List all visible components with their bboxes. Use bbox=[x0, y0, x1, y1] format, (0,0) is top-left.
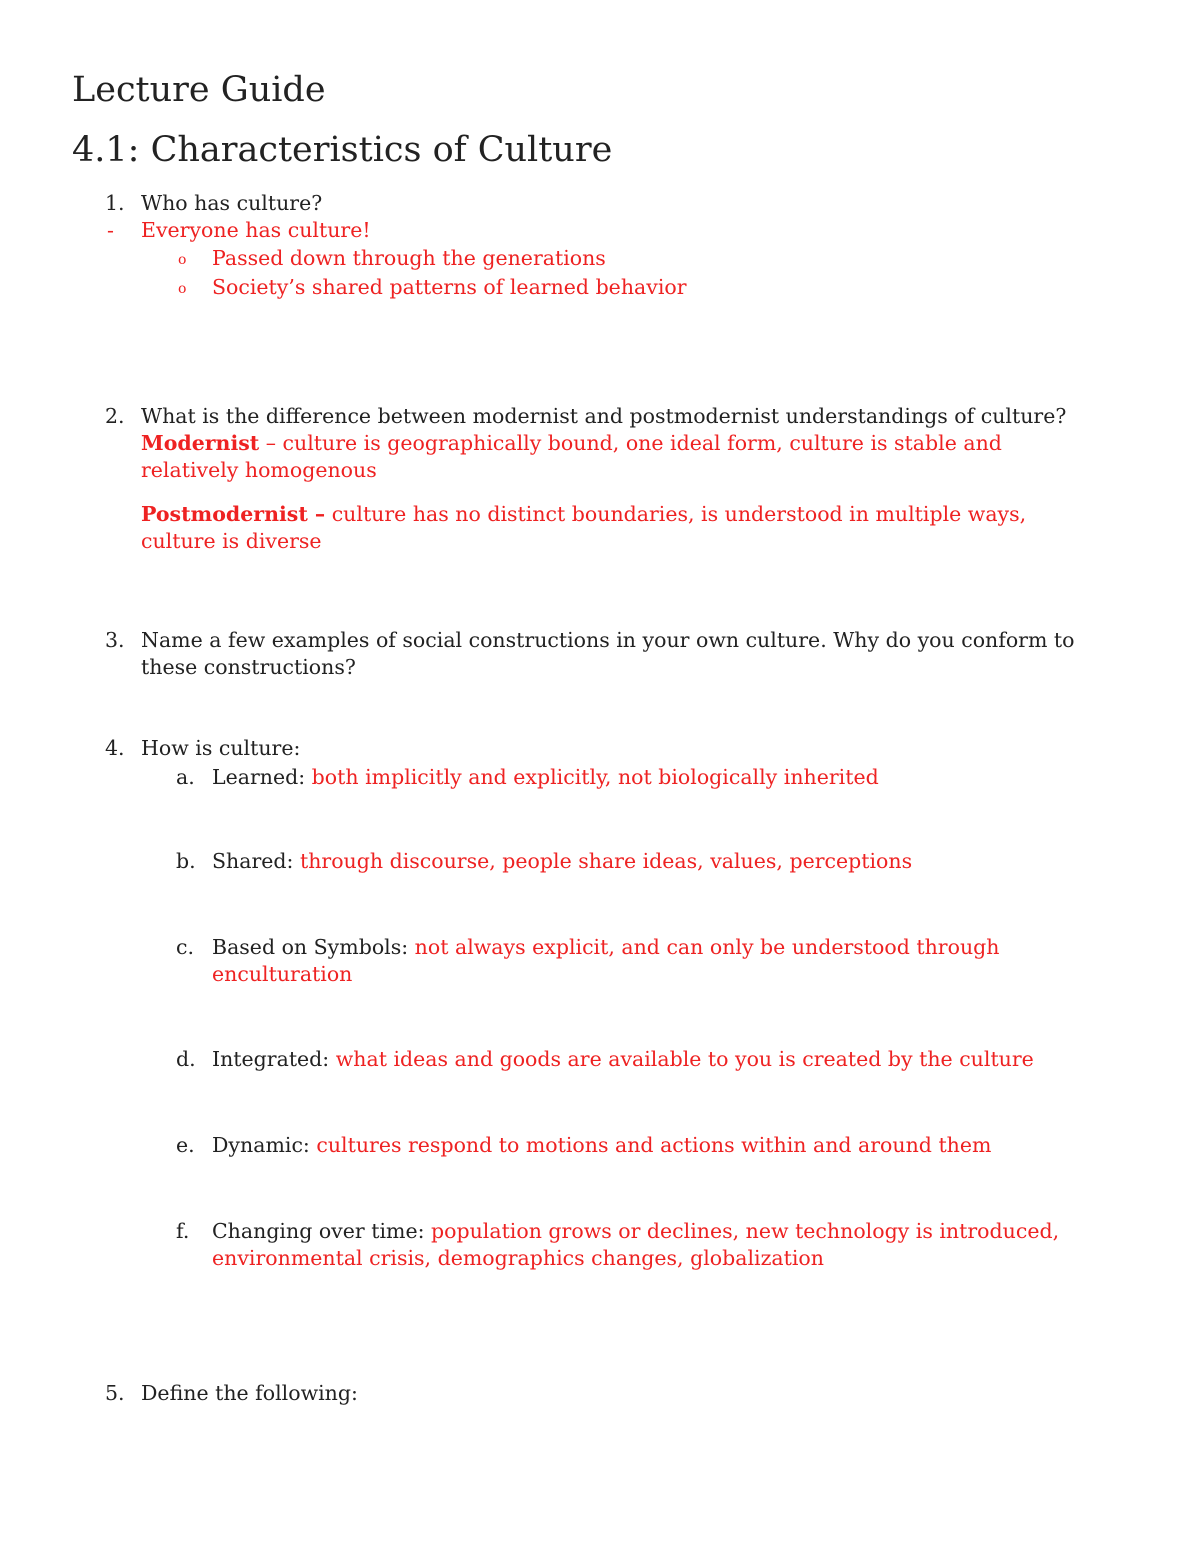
sub-item-dynamic bbox=[212, 1132, 991, 1159]
question-4-number: 4. bbox=[105, 736, 125, 760]
sub-item-label: Shared: bbox=[212, 849, 300, 873]
question-3-line-1: Name a few examples of social constructions in your own culture. Why do you conform to bbox=[141, 628, 1075, 652]
question-1-number: 1. bbox=[105, 191, 125, 215]
sub-item-answer: what ideas and goods are available to you is created by the culture bbox=[335, 1047, 1034, 1071]
sub-item-letter: f. bbox=[176, 1219, 190, 1243]
bullet-item-1: Passed down through the generations bbox=[212, 246, 606, 270]
sub-item-label: Changing over time: bbox=[212, 1219, 431, 1243]
postmodernist-line-2: culture is diverse bbox=[141, 529, 322, 553]
postmodernist-line-1 bbox=[141, 501, 1026, 528]
question-1-text: Who has culture? bbox=[141, 191, 323, 215]
question-2-text: What is the difference between modernist and postmodernist understandings of culture? bbox=[141, 404, 1067, 428]
question-5-number: 5. bbox=[105, 1381, 125, 1405]
modernist-label: Modernist bbox=[141, 431, 260, 455]
sub-item-label: Learned: bbox=[212, 765, 312, 789]
bullet-marker: o bbox=[178, 281, 187, 297]
sub-item-letter: c. bbox=[176, 935, 194, 959]
sub-item-letter: d. bbox=[176, 1047, 196, 1071]
question-3-number: 3. bbox=[105, 628, 125, 652]
bullet-item-2: Society’s shared patterns of learned behavior bbox=[212, 275, 687, 299]
sub-item-shared bbox=[212, 848, 912, 875]
sub-item-answer: not always explicit, and can only be understood through bbox=[414, 935, 1000, 959]
sub-item-answer: both implicitly and explicitly, not biologically inherited bbox=[311, 765, 879, 789]
sub-item-changing bbox=[212, 1218, 1059, 1245]
section-heading: 4.1: Characteristics of Culture bbox=[72, 130, 613, 170]
question-5-text: Define the following: bbox=[141, 1381, 358, 1405]
question-2-number: 2. bbox=[105, 404, 125, 428]
sub-item-letter: e. bbox=[176, 1133, 195, 1157]
sub-item-symbols bbox=[212, 934, 999, 961]
sub-item-integrated bbox=[212, 1046, 1034, 1073]
modernist-definition: – culture is geographically bound, one ideal form, culture is stable and bbox=[259, 431, 1002, 455]
postmodernist-definition: culture has no distinct boundaries, is understood in multiple ways, bbox=[325, 502, 1027, 526]
sub-item-answer: cultures respond to motions and actions within and around them bbox=[316, 1133, 992, 1157]
modernist-line-2: relatively homogenous bbox=[141, 458, 377, 482]
sub-item-answer-continued: environmental crisis, demographics changes, globalization bbox=[212, 1246, 824, 1270]
modernist-line-1 bbox=[141, 430, 1002, 457]
question-4-text: How is culture: bbox=[141, 736, 301, 760]
sub-item-answer: population grows or declines, new technology is introduced, bbox=[431, 1219, 1060, 1243]
postmodernist-label: Postmodernist – bbox=[141, 502, 326, 526]
sub-item-label: Based on Symbols: bbox=[212, 935, 415, 959]
sub-item-answer: through discourse, people share ideas, values, perceptions bbox=[299, 849, 913, 873]
sub-item-letter: b. bbox=[176, 849, 196, 873]
document-title: Lecture Guide bbox=[72, 70, 326, 110]
sub-item-label: Dynamic: bbox=[212, 1133, 317, 1157]
dash-marker: - bbox=[107, 218, 114, 242]
sub-item-learned bbox=[212, 764, 879, 791]
sub-item-answer-continued: enculturation bbox=[212, 962, 353, 986]
bullet-marker: o bbox=[178, 252, 187, 268]
sub-item-label: Integrated: bbox=[212, 1047, 336, 1071]
question-3-line-2: these constructions? bbox=[141, 655, 356, 679]
sub-item-letter: a. bbox=[176, 765, 195, 789]
question-1-answer: Everyone has culture! bbox=[141, 218, 371, 242]
